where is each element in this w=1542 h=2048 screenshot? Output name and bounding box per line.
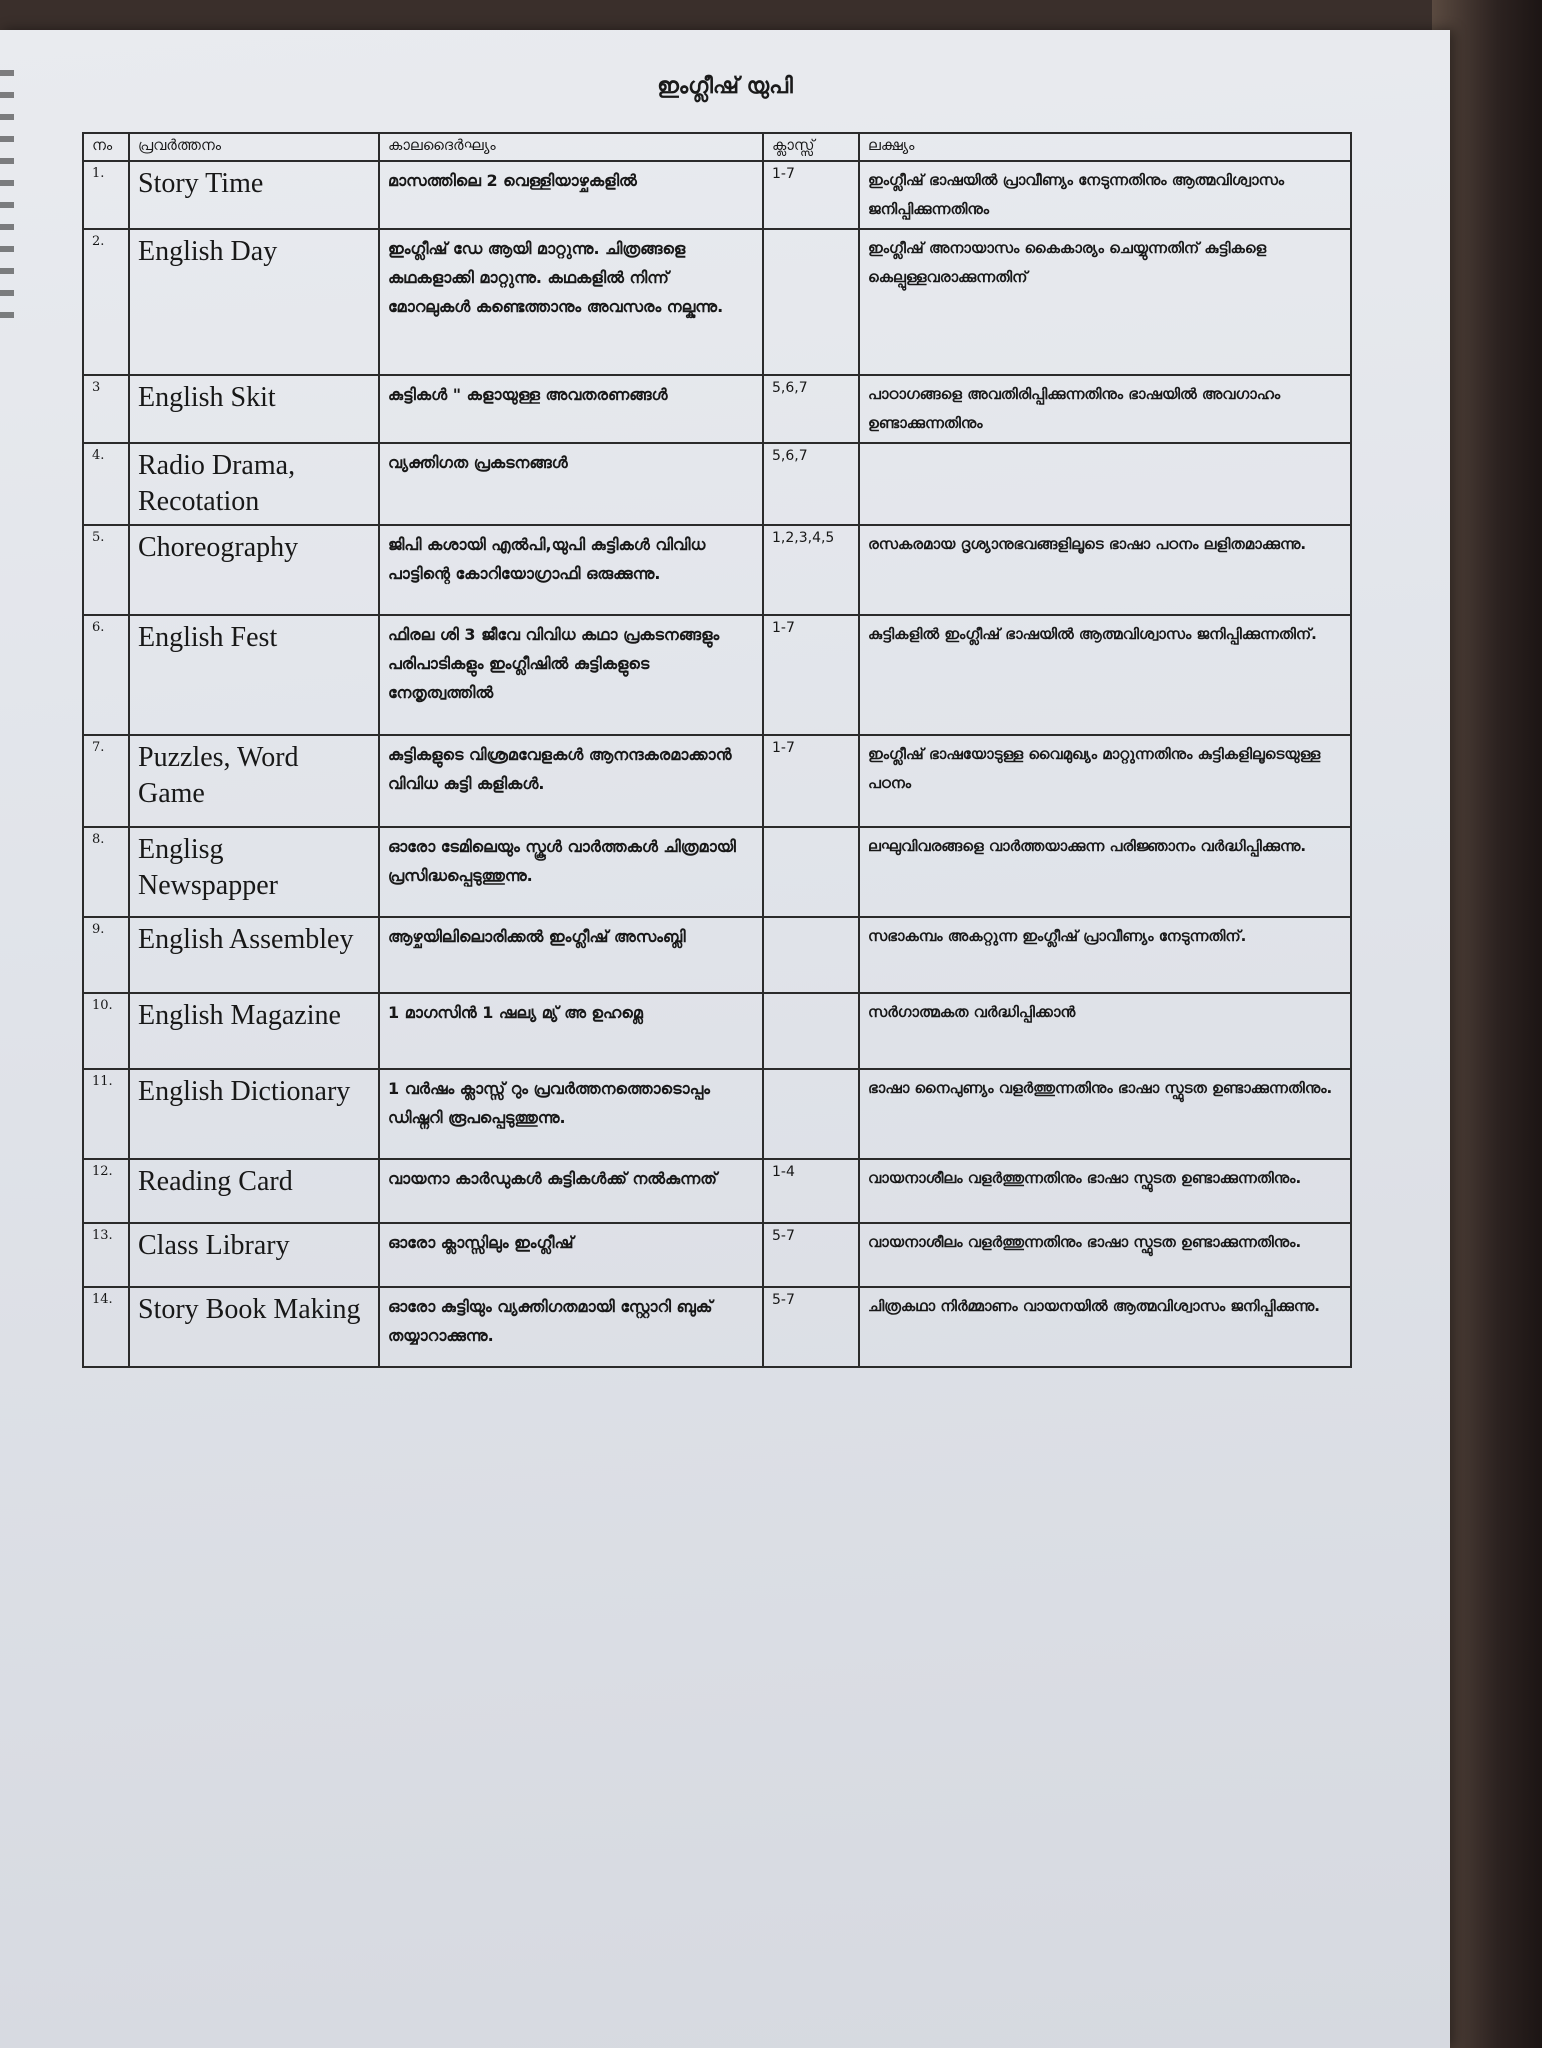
table-row: [83, 735, 1351, 827]
cell-objective: ഇംഗ്ലീഷ് ഭാഷയിൽ പ്രാവീണ്യം നേടുന്നതിനും ആത്മവിശ്വാസം ജനിപ്പിക്കുന്നതിനും: [859, 161, 1351, 229]
header-duration: കാലദൈർഘ്യം: [379, 133, 763, 161]
cell-duration: വായനാ കാർഡുകൾ കുട്ടികൾക്ക് നൽകുന്നത്: [379, 1159, 763, 1223]
cell-no: 3: [83, 375, 129, 443]
table-row: [83, 229, 1351, 375]
cell-objective: രസകരമായ ദൃശ്യാനുഭവങ്ങളിലൂടെ ഭാഷാ പഠനം ലളിതമാക്കുന്നു.: [859, 525, 1351, 615]
cell-duration: ഇംഗ്ലീഷ് ഡേ ആയി മാറ്റുന്നു. ചിത്രങ്ങളെ കഥകളാക്കി മാറ്റുന്നു. കഥകളിൽ നിന്ന് മോറലുകൾ കണ്ടെത്താനും അവസരം നല്കുന്നു.: [379, 229, 763, 375]
cell-duration: ആഴ്ചയിലിലൊരിക്കൽ ഇംഗ്ലീഷ് അസംബ്ലി: [379, 917, 763, 993]
cell-no: 9.: [83, 917, 129, 993]
cell-duration: ഓരോ ക്ലാസ്സിലും ഇംഗ്ലീഷ്: [379, 1223, 763, 1287]
cell-no: 13.: [83, 1223, 129, 1287]
cell-class: [763, 827, 859, 917]
cell-no: 11.: [83, 1069, 129, 1159]
cell-class: 5-7: [763, 1287, 859, 1367]
table-row: [83, 993, 1351, 1069]
cell-duration: ഓരോ കുട്ടിയും വ്യക്തിഗതമായി സ്റ്റോറി ബുക് തയ്യാറാക്കുന്നു.: [379, 1287, 763, 1367]
cell-duration: മാസത്തിലെ 2 വെള്ളിയാഴ്ചകളിൽ: [379, 161, 763, 229]
cell-objective: ചിത്രകഥാ നിർമ്മാണം വായനയിൽ ആത്മവിശ്വാസം ജനിപ്പിക്കുന്നു.: [859, 1287, 1351, 1367]
cell-class: 5-7: [763, 1223, 859, 1287]
cell-activity: Reading Card: [129, 1159, 379, 1223]
cell-activity: Choreography: [129, 525, 379, 615]
cell-objective: ഭാഷാ നൈപുണ്യം വളർത്തുന്നതിനും ഭാഷാ സ്ഫുടത ഉണ്ടാക്കുന്നതിനും.: [859, 1069, 1351, 1159]
cell-objective: ഇംഗ്ലീഷ് ഭാഷയോടുള്ള വൈമുഖ്യം മാറ്റുന്നതിനും കുട്ടികളിലൂടെയുള്ള പഠനം: [859, 735, 1351, 827]
header-no: നം: [83, 133, 129, 161]
table-row: [83, 827, 1351, 917]
cell-no: 2.: [83, 229, 129, 375]
cell-class: 5,6,7: [763, 443, 859, 525]
cell-no: 10.: [83, 993, 129, 1069]
cell-activity: English Magazine: [129, 993, 379, 1069]
table-row: [83, 443, 1351, 525]
header-class: ക്ലാസ്സ്: [763, 133, 859, 161]
cell-class: 1-4: [763, 1159, 859, 1223]
cell-class: [763, 229, 859, 375]
cell-duration: കുട്ടികൾ " കളായുള്ള അവതരണങ്ങൾ: [379, 375, 763, 443]
table-row: [83, 1223, 1351, 1287]
cell-activity: English Skit: [129, 375, 379, 443]
cell-objective: ഇംഗ്ലീഷ് അനായാസം കൈകാര്യം ചെയ്യുന്നതിന് കുട്ടികളെ കെല്പുള്ളവരാക്കുന്നതിന്: [859, 229, 1351, 375]
cell-no: 1.: [83, 161, 129, 229]
table-header-row: [83, 133, 1351, 161]
cell-objective: പാഠാഗങ്ങളെ അവതിരിപ്പിക്കുന്നതിനും ഭാഷയിൽ അവഗാഹം ഉണ്ടാക്കുന്നതിനും: [859, 375, 1351, 443]
page-title: ഇംഗ്ലീഷ് യുപി: [657, 74, 793, 99]
cell-activity: English Assembley: [129, 917, 379, 993]
cell-objective: ലഘുവിവരങ്ങളെ വാർത്തയാക്കുന്ന പരിജ്ഞാനം വർദ്ധിപ്പിക്കുന്നു.: [859, 827, 1351, 917]
header-activity: പ്രവർത്തനം: [129, 133, 379, 161]
cell-class: [763, 993, 859, 1069]
table-row: [83, 525, 1351, 615]
table-row: [83, 615, 1351, 735]
cell-activity: Puzzles, Word Game: [129, 735, 379, 827]
cell-no: 4.: [83, 443, 129, 525]
cell-activity: Class Library: [129, 1223, 379, 1287]
cell-duration: കുട്ടികളുടെ വിശ്രമവേളകൾ ആനന്ദകരമാക്കാൻ വിവിധ കുട്ടി കളികൾ.: [379, 735, 763, 827]
cell-class: 1,2,3,4,5: [763, 525, 859, 615]
activity-table: [82, 132, 1352, 1368]
cell-class: 5,6,7: [763, 375, 859, 443]
table-row: [83, 161, 1351, 229]
cell-class: [763, 1069, 859, 1159]
table-row: [83, 1069, 1351, 1159]
header-objective: ലക്ഷ്യം: [859, 133, 1351, 161]
cell-duration: ജിപി കശായി എൽപി,യുപി കുട്ടികൾ വിവിധ പാട്ടിന്റെ കോറിയോഗ്രാഫി ഒരുക്കുന്നു.: [379, 525, 763, 615]
cell-activity: Story Time: [129, 161, 379, 229]
cell-activity: Englisg Newspapper: [129, 827, 379, 917]
cell-class: 1-7: [763, 161, 859, 229]
cell-objective: സർഗാത്മകത വർദ്ധിപ്പിക്കാൻ: [859, 993, 1351, 1069]
cell-duration: 1 വർഷം ക്ലാസ്സ് റും പ്രവർത്തനത്തൊടൊപ്പം ഡിഷ്നറി രൂപപ്പെടുത്തുന്നു.: [379, 1069, 763, 1159]
cell-objective: വായനാശീലം വളർത്തുന്നതിനും ഭാഷാ സ്ഫുടത ഉണ്ടാക്കുന്നതിനും.: [859, 1223, 1351, 1287]
cell-class: 1-7: [763, 735, 859, 827]
cell-duration: ഫിരല ശി 3 ജീവേ വിവിധ കഥാ പ്രകടനങ്ങളും പരിപാടികളും ഇംഗ്ലീഷിൽ കുട്ടികളുടെ നേതൃത്വത്തിൽ: [379, 615, 763, 735]
cell-activity: English Day: [129, 229, 379, 375]
activity-table-container: [82, 132, 1352, 1368]
cell-no: 12.: [83, 1159, 129, 1223]
cell-class: 1-7: [763, 615, 859, 735]
cell-activity: Radio Drama, Recotation: [129, 443, 379, 525]
table-row: [83, 917, 1351, 993]
cell-no: 8.: [83, 827, 129, 917]
cell-objective: [859, 443, 1351, 525]
cell-objective: സഭാകമ്പം അകറ്റുന്ന ഇംഗ്ലീഷ് പ്രാവീണ്യം നേടുന്നതിന്.: [859, 917, 1351, 993]
cell-duration: വ്യക്തിഗത പ്രകടനങ്ങൾ: [379, 443, 763, 525]
table-row: [83, 1287, 1351, 1367]
cell-no: 7.: [83, 735, 129, 827]
cell-no: 14.: [83, 1287, 129, 1367]
cell-objective: വായനാശീലം വളർത്തുന്നതിനും ഭാഷാ സ്ഫുടത ഉണ്ടാക്കുന്നതിനും.: [859, 1159, 1351, 1223]
cell-duration: ഓരോ ടേമിലെയും സ്കൂൾ വാർത്തകൾ ചിത്രമായി പ്രസിദ്ധപ്പെടുത്തുന്നു.: [379, 827, 763, 917]
cell-objective: കുട്ടികളിൽ ഇംഗ്ലീഷ് ഭാഷയിൽ ആത്മവിശ്വാസം ജനിപ്പിക്കുന്നതിന്.: [859, 615, 1351, 735]
table-row: [83, 1159, 1351, 1223]
cell-no: 5.: [83, 525, 129, 615]
cell-no: 6.: [83, 615, 129, 735]
cell-activity: English Dictionary: [129, 1069, 379, 1159]
cell-activity: English Fest: [129, 615, 379, 735]
cell-activity: Story Book Making: [129, 1287, 379, 1367]
cell-duration: 1 മാഗസിൻ 1 ഷല്യ മ്യ് അ ഉഹമ്ലെ: [379, 993, 763, 1069]
table-row: [83, 375, 1351, 443]
cell-class: [763, 917, 859, 993]
spiral-binding: [0, 70, 14, 330]
